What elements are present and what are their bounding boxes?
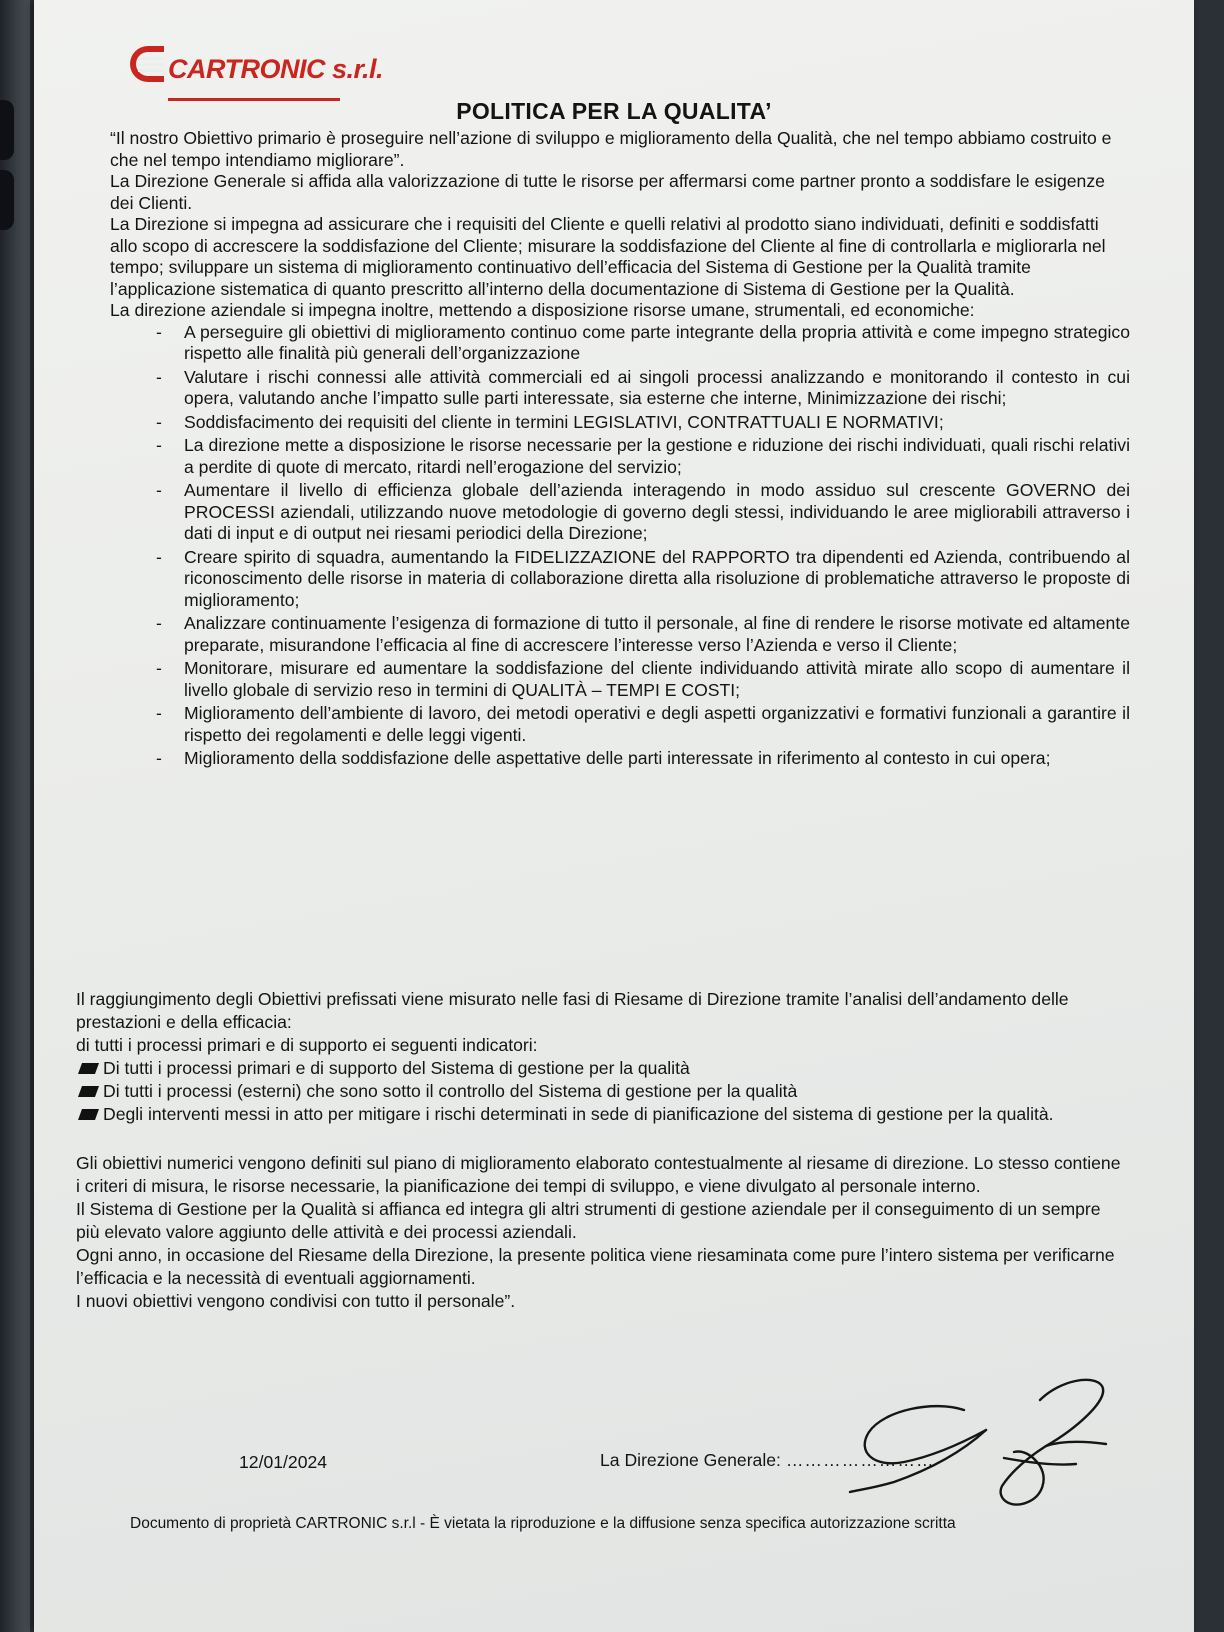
binder-hole xyxy=(0,100,14,160)
policy-body xyxy=(110,128,1130,772)
intro-paragraph: La Direzione si impegna ad assicurare che i requisiti del Cliente e quelli relativi al prodotto siano individuati, definiti e soddisfatti allo scopo di accrescere la soddisfazione del Cliente; misurare la soddisfazione del Cliente al fine di controllarla e migliorarla nel tempo; sviluppare un sistema di miglioramento continuativo dell’efficacia del Sistema di Gestione per la Qualità tramite l’applicazione sistematica di quanto prescritto all’interno della documentazione di Sistema di Gestione per la Qualità. xyxy=(110,214,1106,299)
indicator-item: Di tutti i processi primari e di supporto del Sistema di gestione per la qualità xyxy=(76,1057,1126,1080)
closing-paragraph: Ogni anno, in occasione del Riesame della Direzione, la presente politica viene riesaminata come pure l’intero sistema per verificarne l’efficacia e la necessità di eventuali aggiornamenti. xyxy=(76,1245,1115,1288)
closing-paragraph: Gli obiettivi numerici vengono definiti sul piano di miglioramento elaborato contestualmente al riesame di direzione. Lo stesso contiene i criteri di misura, le risorse necessarie, la pianificazione dei tempi di sviluppo, e viene divulgato al personale interno. xyxy=(76,1153,1121,1196)
logo-text: CARTRONIC s.r.l. xyxy=(168,54,384,84)
list-item: - Soddisfacimento dei requisiti del cliente in termini LEGISLATIVI, CONTRATTUALI E NORMATIVI; xyxy=(156,411,944,432)
cartronic-logo-icon xyxy=(128,44,168,84)
list-item: - Valutare i rischi connessi alle attività commerciali ed ai singoli processi analizzando e monitorando il contesto in cui opera, valutando anche l’impatto sulle parti interessate, sia esterne che interne, Minimizzazione dei rischi; xyxy=(156,366,1130,408)
objectives-intro: Il raggiungimento degli Obiettivi prefissati viene misurato nelle fasi di Riesame di Direzione tramite l’analisi dell’andamento delle prestazioni e della efficacia: xyxy=(76,989,1069,1032)
list-item: - La direzione mette a disposizione le risorse necessarie per la gestione e riduzione dei rischi individuati, quali rischi relativi a perdite di quote di mercato, ritardi nell’erogazione del servizio; xyxy=(156,435,1130,477)
square-bullet-icon xyxy=(78,1063,99,1074)
closing-paragraph: Il Sistema di Gestione per la Qualità si affianca ed integra gli altri strumenti di gestione aziendale per il conseguimento di un sempre più elevato valore aggiunto delle attività e dei processi aziendali. xyxy=(76,1199,1101,1242)
list-item: - Miglioramento dell’ambiente di lavoro, dei metodi operativi e degli aspetti organizzativi e formativi funzionali a garantire il rispetto dei regolamenti e delle leggi vigenti. xyxy=(156,703,1130,745)
list-item: - Aumentare il livello di efficienza globale dell’azienda interagendo in modo assiduo sul crescente GOVERNO dei PROCESSI aziendali, utilizzando nuove metodologie di governo degli stessi, individuando le aree migliorabili attraverso i dati di input e di output nei riesami periodici della Direzione; xyxy=(156,480,1130,543)
signature-label: La Direzione Generale: xyxy=(600,1450,781,1470)
square-bullet-icon xyxy=(78,1086,99,1097)
closing-paragraph: I nuovi obiettivi vengono condivisi con tutto il personale”. xyxy=(76,1291,516,1311)
handwritten-signature-icon xyxy=(814,1370,1114,1530)
binder-hole xyxy=(0,170,14,230)
list-item: - A perseguire gli obiettivi di miglioramento continuo come parte integrante della propria attività e come impegno strategico rispetto alle finalità più generali dell’organizzazione xyxy=(156,321,1130,363)
indicator-item: Di tutti i processi (esterni) che sono sotto il controllo del Sistema di gestione per la qualità xyxy=(76,1080,1126,1103)
square-bullet-icon xyxy=(78,1109,99,1120)
list-item: - Creare spirito di squadra, aumentando la FIDELIZZAZIONE del RAPPORTO tra dipendenti ed Azienda, contribuendo al riconoscimento delle risorse in materia di collaborazione diretta alla risoluzione di problematiche attraverso le proposte di miglioramento; xyxy=(156,546,1130,610)
document-page xyxy=(34,0,1194,1632)
binder-strip xyxy=(0,0,30,1632)
document-title: POLITICA PER LA QUALITA’ xyxy=(456,98,772,124)
list-item: - Analizzare continuamente l’esigenza di formazione di tutto il personale, al fine di rendere le risorse motivate ed altamente preparate, misurandone l’efficacia al fine di accrescere l’interesse verso l’Azienda e verso il Cliente; xyxy=(156,613,1130,655)
intro-paragraph: La direzione aziendale si impegna inoltre, mettendo a disposizione risorse umane, strumentali, ed economiche: xyxy=(110,300,975,320)
list-item: - Monitorare, misurare ed aumentare la soddisfazione del cliente individuando attività mirate allo scopo di aumentare il livello globale di servizio reso in termini di QUALITÀ – TEMPI E COSTI; xyxy=(156,658,1130,700)
indicator-item: Degli interventi messi in atto per mitigare i rischi determinati in sede di pianificazione del sistema di gestione per la qualità. xyxy=(76,1103,1126,1126)
footer-notice: Documento di proprietà CARTRONIC s.r.l - È vietata la riproduzione e la diffusione senza specifica autorizzazione scritta xyxy=(130,1515,956,1532)
objectives-section xyxy=(76,988,1126,1313)
intro-paragraph: “Il nostro Obiettivo primario è proseguire nell’azione di sviluppo e miglioramento della Qualità, che nel tempo abbiamo costruito e che nel tempo intendiamo migliorare”. xyxy=(110,128,1112,170)
objectives-sub: di tutti i processi primari e di supporto ei seguenti indicatori: xyxy=(76,1035,538,1055)
list-item: - Miglioramento della soddisfazione delle aspettative delle parti interessate in riferimento al contesto in cui opera; xyxy=(156,748,1051,768)
intro-paragraph: La Direzione Generale si affida alla valorizzazione di tutte le risorse per affermarsi come partner pronto a soddisfare le esigenze dei Clienti. xyxy=(110,171,1105,213)
signature-dots: …………………… xyxy=(785,1450,935,1470)
commitments-list xyxy=(110,322,1130,770)
document-date: 12/01/2024 xyxy=(239,1452,328,1472)
